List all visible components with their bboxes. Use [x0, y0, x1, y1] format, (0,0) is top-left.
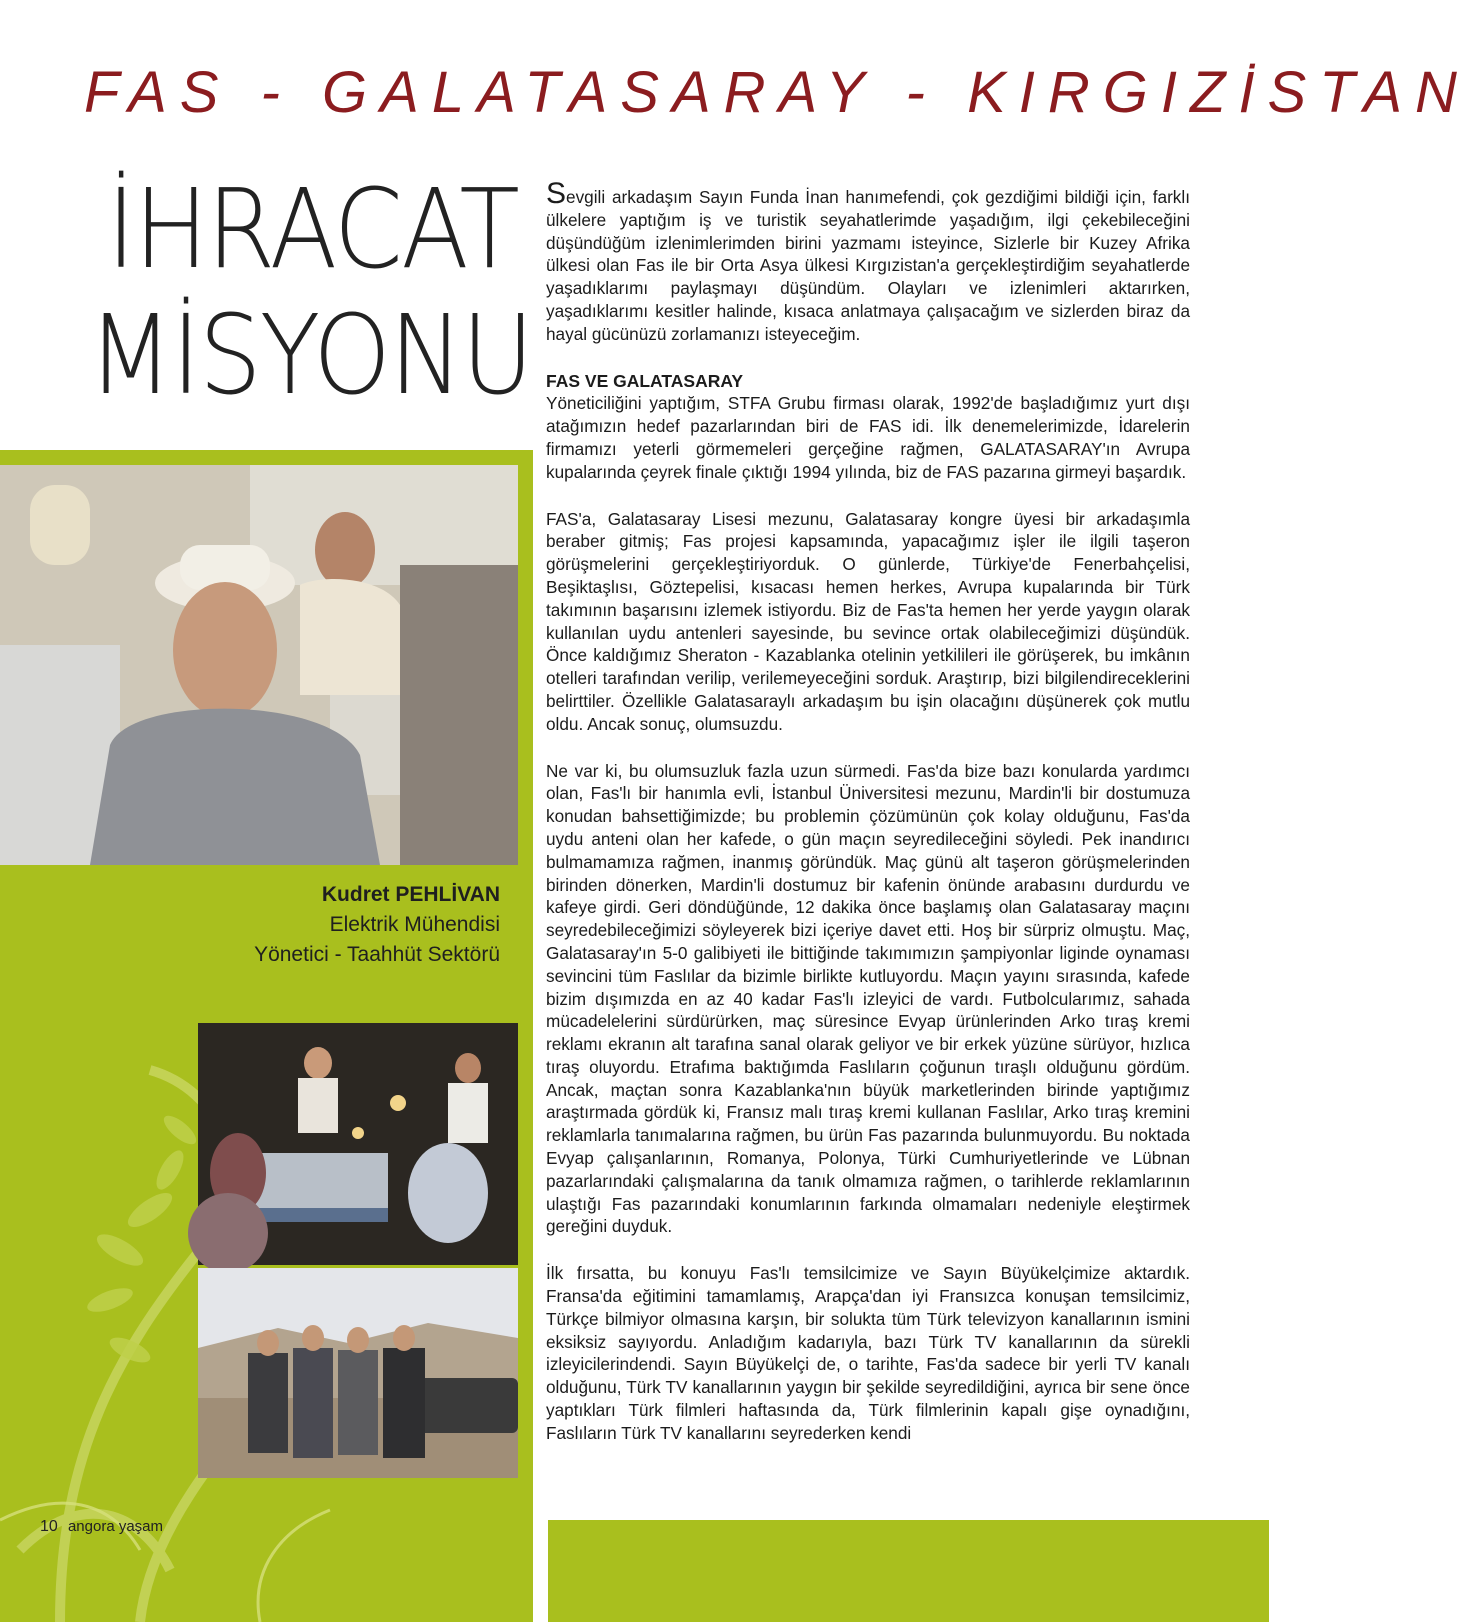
headline [87, 165, 533, 419]
cafe-night-photo [198, 1023, 518, 1265]
author-title: Elektrik Mühendisi [329, 913, 500, 936]
airplane-cabin-photo-art [0, 465, 518, 865]
section-heading: FAS VE GALATASARAY [546, 370, 744, 391]
article-paragraph-3: Ne var ki, bu olumsuzluk fazla uzun sürmedi. Fas'da bize bazı konularda yardımcı olan, Fas'lı bir hanımla evli, İstanbul Üniversitesi mezunu, Mardin'li bir dostumuza konudan bahsettiğimizde; bu problemin çözümünün çok kolay olduğunu, Fas'da uydu anteni olan her kafede, o gün maçın seyredileceğini söyledi. Pek inandırıcı bulmamamıza rağmen, inanmış göründük. Maç günü alt taşeron görüşmelerinden birinden dönerken, Mardin'li dostumuz bir kafenin önünde arabasını durdurdu ve kafeye girdi. Geri döndüğünde, 12 dakika önce başlamış olan Galatasaray maçını seyredebileceğimizi söyleyerek bizi içeriye davet etti. Hoş bir sürpriz olmuştu. Maç, Galatasaray'ın 5-0 galibiyeti ile bittiğinde takımımızın şampiyonlar liginde oynaması sevincini tüm Faslılar da bizimle birlikte kutluyordu. Maçın yayını sırasında, kafede bizim dışımızda en az 40 kadar Fas'lı izleyici de vardı. Futbolcularımız, sahada mücadelelerini sürdürürken, maç süresince Evyap ürünlerinden Arko tıraş kremi reklamı ekranın alt tarafına sanal olarak geliyor ve bir erkek yüzüne sürüyor, hızlıca tıraş oluyordu. Etrafıma baktığımda Faslıların çoğunun tıraşlı olduğunu gördüm. Ancak, maçtan sonra Kazablanka'nın büyük marketlerinden birinde yaptığımız araştırmada gördük ki, Fransız malı tıraş kremi kullanan Faslılar, Arko tıraş kremini reklamlarla tanımalarına rağmen, bu ürün Fas pazarında bulunmuyordu. Bu noktada Evyap çalışanlarının, Romanya, Polonya, Türki Cumhuriyetlerinde ve Lübnan pazarlarındaki çalışmalarına da tanık olmamıza rağmen, o tarihlerde reklamlarının ulaştığı Fas pazarındaki konumlarının farkında olmamaları nedeniyle eleştirmek gereğini duyduk. [546, 760, 1190, 1237]
page-number: 10 [40, 1518, 58, 1535]
article-body [546, 177, 1190, 1469]
article-paragraph-1: Yöneticiliğini yaptığım, STFA Grubu firması olarak, 1992'de başladığımız yurt dışı atağımızın hedef pazarlarından biri de FAS idi. İlk denemelerimizde, İdarelerin firmamızı yeterli görmemeleri gerçeğine rağmen, GALATASARAY'ın Avrupa kupalarında çeyrek finale çıktığı 1994 yılında, biz de FAS pazarına girmeyi başardık. [546, 393, 1190, 482]
article-intro [546, 177, 1190, 346]
page-folio [40, 1518, 163, 1536]
kyrgyzstan-group-photo [198, 1268, 518, 1478]
headline-line-1: İHRACAT [106, 165, 519, 293]
footer-green-bar [548, 1520, 1269, 1622]
drop-cap: S [546, 177, 567, 210]
author-caption [160, 880, 500, 970]
kyrgyzstan-group-photo-art [198, 1268, 518, 1478]
article-paragraph-4: İlk fırsatta, bu konuyu Fas'lı temsilcimize ve Sayın Büyükelçimize aktardık. Fransa'da eğitimini tamamlamış, Arapça'dan iyi Fransızca konuşan temsilcimiz, Türkçe bilmiyor olmasına karşın, bir solukta tüm Türk televizyon kanallarının ismini eksiksiz sayıyordu. Anladığım kadarıyla, bazı Türk TV kanallarının da sürekli izleyicilerindendi. Sayın Büyükelçi de, o tarihte, Fas'da sadece bir yerli TV kanalı olduğunu, Türk TV kanallarının yaygın bir şekilde seyredildiğini, ayrıca bir sene önce yaptıkları Türk filmleri haftasında da, Türk filmlerinin kapalı gişe oynadığını, Faslıların Türk TV kanallarını seyrederken kendi [546, 1263, 1190, 1443]
article-intro-text: evgili arkadaşım Sayın Funda İnan hanımefendi, çok gezdiğimi bildiği için, farklı ülkelere yaptığım iş ve turistik seyahatlerimde yaşadığım, ilgi çekebileceğini düşündüğüm izlenimlerimden birini yazmamı isteyince, Sizlerle bir Kuzey Afrika ülkesi olan Fas ile bir Orta Asya ülkesi Kırgızistan'a gerçekleştirdiğim seyahatlerde yaşadıklarımı paylaşmayı düşündüm. Olayları ve izlenimleri aktarırken, yaşadıklarımı kesitler halinde, kısaca anlatmaya çalışacağım ve sizlerden biraz da hayal gücünüzü zorlamanızı isteyeceğim. [546, 187, 1190, 344]
headline-line-2: MİSYONU [87, 291, 533, 419]
cafe-night-photo-art [198, 1023, 518, 1265]
article-paragraph-2: FAS'a, Galatasaray Lisesi mezunu, Galatasaray kongre üyesi bir arkadaşımla beraber gitmiş; Fas projesi kapsamında, yapacağımız işler ile ilgili taşeron görüşmelerini gerçekleştiriyorduk. O günlerde, Türkiye'de Fenerbahçelisi, Beşiktaşlısı, Göztepelisi, kısacası hemen herkes, Avrupa kupalarında bir Türk takımının başarısını izlemek istiyordu. Biz de Fas'ta hemen her yerde yaygın olarak kullanılan uydu antenleri sayesinde, bu sevince ortak olabileceğimizi düşündük. Önce kaldığımız Sheraton - Kazablanka otelinin yetkilileri ile görüşerek, bu imkânın otelleri tarafından verilip, verilemeyeceğini sorduk. Araştırıp, bizi bilgilendireceklerini belirttiler. Özellikle Galatasaraylı arkadaşım bu işin olacağını düşünerek çok mutlu oldu. Ancak sonuç, olumsuzdu. [546, 508, 1190, 734]
page-header-title: FAS - GALATASARAY - KIRGIZİSTAN [84, 60, 1470, 125]
magazine-name: angora yaşam [67, 1518, 164, 1535]
author-name: Kudret PEHLİVAN [321, 883, 500, 906]
author-role: Yönetici - Taahhüt Sektörü [254, 943, 500, 966]
airplane-cabin-photo [0, 465, 518, 865]
